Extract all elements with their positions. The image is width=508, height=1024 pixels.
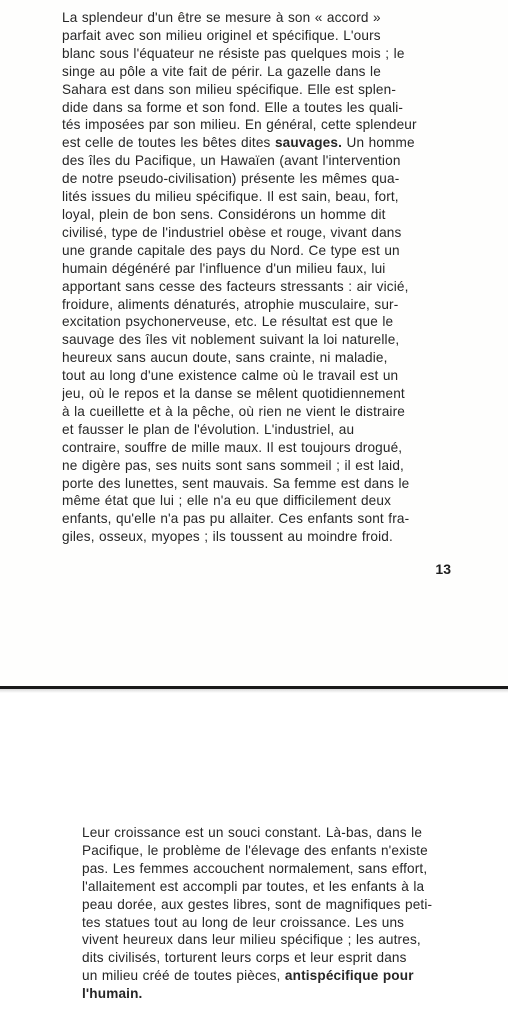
page-number: 13 (435, 561, 451, 577)
text-line-with-bold (82, 967, 476, 985)
text-line: enfants, qu'elle n'a pas pu allaiter. Ces enfants sont fra- (62, 511, 410, 527)
text-line: peau dorée, aux gestes libres, sont de magnifiques peti- (82, 896, 433, 912)
text-line: loyal, plein de bon sens. Considérons un homme dit (62, 206, 386, 222)
bold-term-humain: l'humain. (82, 986, 143, 1002)
text-line: ne digère pas, ses nuits sont sans sommeil ; il est laid, (62, 457, 404, 473)
text-line: humain dégénéré par l'influence d'un milieu faux, lui (62, 260, 386, 276)
text-line: civilisé, type de l'industriel obèse et rouge, vivant dans (62, 224, 402, 240)
bold-term-sauvages: sauvages. (274, 135, 343, 151)
text-line: giles, osseux, myopes ; ils toussent au moindre froid. (62, 529, 393, 545)
text-line: blanc sous l'équateur ne résiste pas quelques mois ; le (62, 45, 405, 61)
text-line: des îles du Pacifique, un Hawaïen (avant l'intervention (62, 153, 401, 169)
text-line: tes statues tout au long de leur croissance. Les uns (82, 914, 405, 930)
text-line: La splendeur d'un être se mesure à son « accord » (62, 10, 381, 25)
text-line: pas. Les femmes accouchent normalement, sans effort, (82, 860, 428, 876)
text-line: vivent heureux dans leur milieu spécifique ; les autres, (82, 932, 421, 948)
page-divider-shadow (0, 689, 508, 693)
text-line: heureux sans aucun doute, sans crainte, ni maladie, (62, 350, 388, 366)
text-line: et fausser le plan de l'évolution. L'industriel, au (62, 421, 355, 437)
text-line: singe au pôle a vite fait de périr. La gazelle dans le (62, 63, 381, 79)
text-line: une grande capitale des pays du Nord. Ce type est un (62, 242, 400, 258)
text-segment: Un homme (342, 135, 415, 151)
text-line: apportant sans cesse des facteurs stressants : air vicié, (62, 278, 409, 294)
text-line: froidure, aliments dénaturés, atrophie musculaire, sur- (62, 296, 399, 312)
text-line: porte des lunettes, sent mauvais. Sa femme est dans le (62, 475, 410, 491)
text-line: parfait avec son milieu originel et spécifique. L'ours (62, 27, 381, 43)
text-line: tés imposées par son milieu. En général, cette splendeur (62, 117, 417, 133)
text-line: dide dans sa forme et son fond. Elle a toutes les quali- (62, 99, 404, 115)
text-line-bold (82, 985, 476, 1003)
text-line: à la cueillette et à la pêche, où rien ne vient le distraire (62, 403, 405, 419)
text-line: Pacifique, le problème de l'élevage des enfants n'existe (82, 842, 428, 858)
text-segment: un milieu créé de toutes pièces, (82, 968, 285, 984)
text-line: l'allaitement est accompli par toutes, et les enfants à la (82, 878, 425, 894)
bold-term-antispecifique: antispécifique pour (284, 968, 414, 984)
text-line: Sahara est dans son milieu spécifique. Elle est splen- (62, 81, 396, 97)
text-line: contraire, souffre de mille maux. Il est toujours drogué, (62, 439, 403, 455)
text-line: jeu, où le repos et la danse se mêlent quotidiennement (62, 386, 405, 402)
upper-page-paragraph (62, 9, 446, 546)
text-line: sauvage des îles vit noblement suivant la loi naturelle, (62, 332, 400, 348)
text-line: même état que lui ; elle n'a eu que difficilement deux (62, 493, 392, 509)
text-segment: est celle de toutes les bêtes dites (62, 135, 275, 151)
text-line: Leur croissance est un souci constant. Là-bas, dans le (82, 825, 423, 840)
text-line: de notre pseudo-civilisation) présente les mêmes qua- (62, 171, 400, 187)
text-line: dits civilisés, torturent leurs corps et leur esprit dans (82, 950, 407, 966)
text-line-with-bold (62, 134, 446, 152)
text-line: excitation psychonerveuse, etc. Le résultat est que le (62, 314, 394, 330)
text-line: tout au long d'une existence calme où le travail est un (62, 368, 399, 384)
lower-page-paragraph (82, 824, 476, 1003)
text-line: lités issues du milieu spécifique. Il est sain, beau, fort, (62, 189, 399, 205)
